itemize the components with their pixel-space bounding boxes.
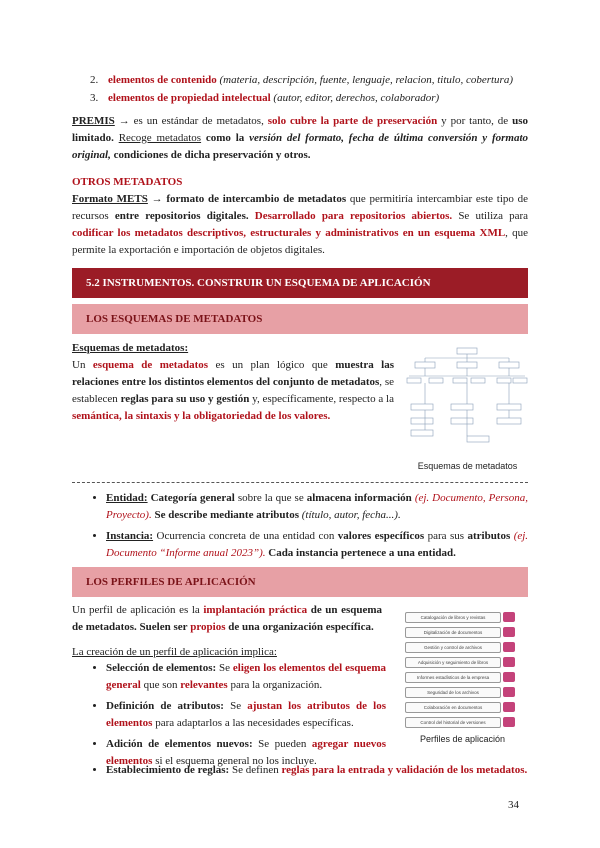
subsection-header-perfiles: LOS PERFILES DE APLICACIÓN	[72, 567, 528, 597]
otros-metadatos-section	[72, 174, 528, 259]
mets-paragraph: Formato METS → formato de intercambio de metadatos que permitiría intercambiar este tipo de recursos entre repositorios digitales. Desarrollado para repositorios abiertos. Se utiliza para codificar los metadatos descriptivos, estructurales y administrativos en un esquema XML, que permite la exportación e importación de objetos digitales.	[72, 193, 529, 257]
schema-tree-graphic	[405, 346, 530, 454]
profile-icon	[503, 687, 515, 697]
entity-bullet-list	[90, 490, 528, 566]
list-item: • Instancia: Ocurrencia concreta de una entidad con valores específicos para sus atributos (ej. Documento “Informe anual 2023”). Cada instancia pertenece a una entidad.	[106, 528, 528, 562]
figure-caption: Perfiles de aplicación	[419, 734, 506, 744]
profile-item: Informes estadísticos de la empresa	[405, 672, 501, 683]
numbered-list	[90, 72, 530, 108]
esquemas-paragraph: Esquemas de metadatos: Un esquema de metadatos es un plan lógico que muestra las relaciones entre los distintos elementos del conjunto de metadatos, se establecen reglas para su uso y gestión y, específicamente, respecto a la semántica, la sintaxis y la obligatoriedad de los valores.	[72, 342, 395, 423]
profile-icon	[503, 627, 515, 637]
subsection-header-esquemas: LOS ESQUEMAS DE METADATOS	[72, 304, 528, 334]
list-item: • Selección de elementos: Se eligen los elementos del esquema general que son relevantes para la organización.	[106, 660, 386, 694]
figure-caption: Esquemas de metadatos	[417, 461, 518, 472]
profile-item: Colaboración en documentos	[405, 702, 501, 713]
profile-icon	[503, 642, 515, 652]
profile-item: Gestión y control de archivos	[405, 642, 501, 653]
schema-diagram	[405, 346, 530, 472]
profile-steps-list	[90, 660, 386, 774]
dashed-divider	[72, 482, 528, 483]
profile-icon	[503, 657, 515, 667]
perfiles-paragraph: Un perfil de aplicación es la implantación práctica de un esquema de metadatos. Suelen ser propios de una organización específica. La creación de un perfil de aplicación implica:	[72, 604, 383, 659]
profile-item: Digitalización de documentos	[405, 627, 501, 638]
profile-icon	[503, 717, 515, 727]
premis-paragraph: PREMIS → es un estándar de metadatos, solo cubre la parte de preservación y por tanto, de uso limitado. Recoge metadatos como la versión del formato, fecha de última conversión y formato original, condiciones de dicha preservación y otros.	[72, 115, 529, 162]
list-item: 2. elementos de contenido (materia, descripción, fuente, lenguaje, relacion, titulo, cobertura)	[90, 74, 513, 86]
profile-item: Catalogación de libros y revistas	[405, 612, 501, 623]
section-heading: OTROS METADATOS	[72, 176, 183, 188]
page-number: 34	[508, 799, 519, 811]
profile-steps-list-continued	[90, 762, 528, 783]
list-item: 3. elementos de propiedad intelectual (autor, editor, derechos, colaborador)	[90, 92, 440, 104]
list-item: • Establecimiento de reglas: Se definen reglas para la entrada y validación de los metadatos.	[106, 762, 528, 779]
profile-icon	[503, 672, 515, 682]
profile-item: Adquisición y seguimiento de libros	[405, 657, 501, 668]
profile-icon	[503, 612, 515, 622]
section-header: 5.2 INSTRUMENTOS. CONSTRUIR UN ESQUEMA DE APLICACIÓN	[72, 268, 528, 298]
list-item: • Definición de atributos: Se ajustan los atributos de los elementos para adaptarlos a las necesidades específicas.	[106, 698, 386, 732]
list-item: • Entidad: Categoría general sobre la que se almacena información (ej. Documento, Persona, Proyecto). Se describe mediante atributos (título, autor, fecha...).	[106, 490, 528, 524]
list-item: • Adición de elementos nuevos: Se pueden agregar nuevos elementos si el esquema general no los incluye.	[106, 736, 386, 770]
profile-item: Control del historial de versiones	[405, 717, 501, 728]
profile-icon	[503, 702, 515, 712]
profile-item: Seguridad de los archivos	[405, 687, 501, 698]
